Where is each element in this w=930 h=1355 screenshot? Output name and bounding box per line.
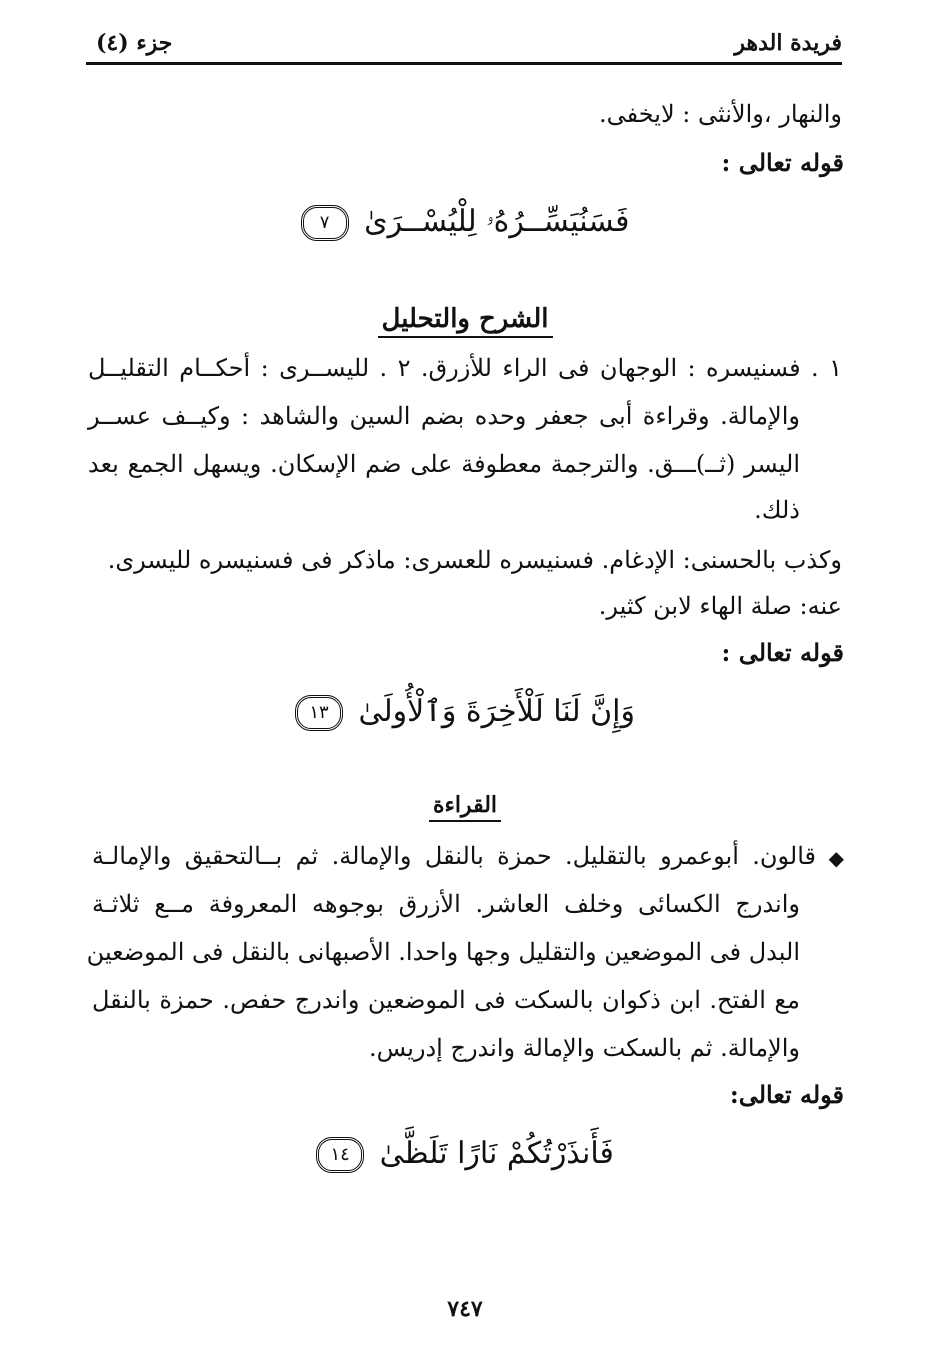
verse-3 [0, 1136, 930, 1173]
ayah-number-3: ١٤ [316, 1137, 364, 1173]
header-divider [86, 62, 842, 65]
verse-2 [0, 694, 930, 731]
qiraa-line-4: مع الفتح. ابن ذكوان بالسكت فى الموضعين واندرج حفص. حمزة بالنقل [92, 986, 800, 1014]
ayah-number-2: ١٣ [295, 695, 343, 731]
verse-3-text: فَأَنذَرْتُكُمْ نَارًا تَلَظَّىٰ [379, 1136, 614, 1171]
page-header [86, 24, 842, 64]
section-heading-sharh [0, 304, 930, 334]
sharh-line-4: ذلك. [754, 496, 800, 524]
section-heading-qiraa [0, 792, 930, 818]
intro-line: والنهار ،والأنثى : لايخفى. [599, 100, 842, 128]
ayah-number-1: ٧ [301, 205, 349, 241]
verse-2-text: وَإِنَّ لَنَا لَلْأَخِرَةَ وَٱلْأُولَىٰ [358, 694, 635, 729]
heading-qiraa-text: القراءة [429, 792, 501, 822]
extra-line-2: عنه: صلة الهاء لابن كثير. [598, 592, 842, 620]
qiraa-line-5: والإمالة. ثم بالسكت والإمالة واندرج إدريس. [368, 1034, 800, 1062]
sharh-line-2: والإمالة. وقراءة أبى جعفر وحده بضم السين والشاهد : وكيــف عســر [88, 402, 800, 430]
verse-1-text: فَسَنُيَسِّــرُهُۥ لِلْيُسْــرَىٰ [364, 204, 630, 239]
book-title: فريدة الدهر [734, 30, 842, 56]
sharh-line-1: ١ . فسنيسره : الوجهان فى الراء للأزرق. ٢ . لليســرى : أحكــام التقليــل [88, 354, 842, 382]
sharh-line-3: اليسر (ثــ)ـــق. والترجمة معطوفة على ضم الإسكان. ويسهل الجمع بعد [88, 450, 800, 478]
heading-sharh-text: الشرح والتحليل [378, 304, 553, 338]
page-number: ٧٤٧ [447, 1296, 483, 1322]
qawl-label-3: قوله تعالى: [729, 1080, 844, 1109]
extra-line-1: وكذب بالحسنى: الإدغام. فسنيسره للعسرى: ماذكر فى فسنيسره لليسرى. [107, 546, 842, 574]
verse-1 [0, 204, 930, 241]
part-label: جزء (٤) [96, 30, 173, 56]
qiraa-line-2: واندرج الكسائى وخلف العاشر. الأزرق بوجوهه المعروفة مــع ثلاثـة [92, 890, 800, 918]
qiraa-line-3: البدل فى الموضعين والتقليل وجها واحدا. الأصبهانى بالنقل فى الموضعين [86, 938, 800, 966]
diamond-bullet-icon: ◆ [828, 846, 844, 870]
qawl-label-2: قوله تعالى : [721, 638, 844, 667]
qawl-label-1: قوله تعالى : [721, 148, 844, 177]
qiraa-line-1: قالون. أبوعمرو بالتقليل. حمزة بالنقل والإمالة. ثم بــالتحقيق والإمالـة [92, 842, 816, 870]
